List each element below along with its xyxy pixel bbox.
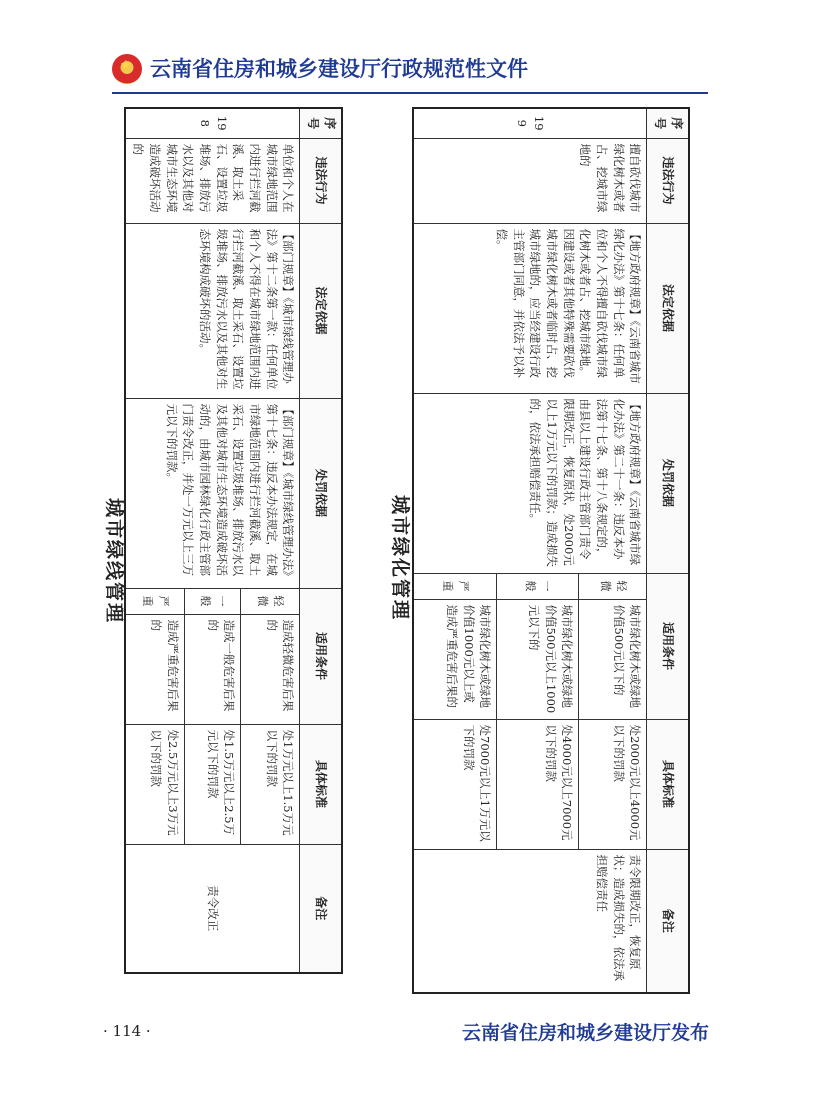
condition-severe: 造成严重危害后果的 <box>126 614 185 724</box>
col-header-seq: 序号 <box>647 108 689 138</box>
section-title-green-line: 城市绿线管理 <box>103 498 125 625</box>
col-header-penalty: 处罚依据 <box>300 398 342 588</box>
table-greening-rotated <box>412 107 690 994</box>
penalty-table-green-line <box>125 107 344 974</box>
col-header-note: 备注 <box>300 844 342 973</box>
col-header-act: 违法行为 <box>647 138 689 223</box>
row-penalty-basis: 【部门规章】《城市绿线管理办法》第十七条：违反本办法规定，在城市绿地范围内进行拦河截溪、取土采石、设置垃圾堆场、排放污水以及其他对城市生态环境造成破坏活动的，由城市园林绿化行政主管部门责令改正，并处一万元以上三万元以下的罚款。 <box>126 398 300 588</box>
col-header-act: 违法行为 <box>300 138 342 223</box>
standard-severe: 处7000元以上1万元以下的罚款 <box>413 719 497 849</box>
row-penalty-basis: 【地方政府规章】《云南省城市绿化办法》第二十一条：违反本办法第十七条、第十八条规定的，由县以上建设行政主管部门责令限期改正，恢复原状，处2000元以上1万元以下的罚款；造成损失的，依法承担赔偿责任。 <box>413 393 647 573</box>
penalty-table-greening <box>412 107 690 994</box>
table-green-line-rotated <box>125 107 344 974</box>
national-emblem-icon <box>112 54 142 84</box>
condition-general: 造成一般危害后果的 <box>184 614 241 724</box>
table-row <box>241 108 300 973</box>
header-divider <box>112 92 708 94</box>
col-header-standard: 具体标准 <box>300 724 342 844</box>
standard-minor: 处1万元以上1.5万元以下的罚款 <box>241 724 300 844</box>
row-seq: 198 <box>126 108 300 138</box>
section-title-greening: 城市绿化管理 <box>389 495 411 622</box>
standard-minor: 处2000元以上4000元以下的罚款 <box>579 719 647 849</box>
col-header-standard: 具体标准 <box>647 719 689 849</box>
level-severe: 严重 <box>413 573 497 599</box>
footer-publisher: 云南省住房和城乡建设厅发布 <box>462 1022 710 1044</box>
condition-minor: 城市绿化树木或绿地价值500元以下的 <box>579 599 647 719</box>
col-header-penalty: 处罚依据 <box>647 393 689 573</box>
row-legal-basis: 【部门规章】《城市绿线管理办法》第十二条第一款：任何单位和个人不得在城市绿地范围内进行拦河截溪、取土采石、设置垃圾堆场、排放污水以及其他对生态环境构成破坏的活动。 <box>126 223 300 398</box>
level-severe: 严重 <box>126 588 185 614</box>
row-legal-basis: 【地方政府规章】《云南省城市绿化办法》第十七条：任何单位和个人不得擅自砍伐城市绿化树木或者占、挖城市绿地。因建设或者其他特殊需要砍伐城市绿化树木或者临时占、挖城市绿地的，应当经建设行政主管部门同意，并依法予以补偿。 <box>413 223 647 393</box>
row-act: 单位和个人在城市绿地范围内进行拦河截溪、取土采石、设置垃圾堆场、排放污水以及其他对城市生态环境造成破坏活动的 <box>126 138 300 223</box>
level-general: 一般 <box>184 588 241 614</box>
table-row <box>579 108 647 993</box>
page-number: · 114 · <box>103 1022 151 1040</box>
row-seq: 199 <box>413 108 647 138</box>
condition-general: 城市绿化树木或绿地价值500元以上1000元以下的 <box>497 599 579 719</box>
standard-general: 处1.5万元以上2.5万元以下的罚款 <box>184 724 241 844</box>
document-header <box>112 50 712 96</box>
row-note: 责令改正 <box>126 844 300 973</box>
row-act: 擅自砍伐城市绿化树木或者占、挖城市绿地的 <box>413 138 647 223</box>
level-minor: 轻微 <box>579 573 647 599</box>
condition-minor: 造成轻微危害后果的 <box>241 614 300 724</box>
col-header-seq: 序号 <box>300 108 342 138</box>
col-header-condition: 适用条件 <box>647 573 689 719</box>
col-header-legal: 法定依据 <box>300 223 342 398</box>
standard-severe: 处2.5万元以上3万元以下的罚款 <box>126 724 185 844</box>
standard-general: 处4000元以上7000元以下的罚款 <box>497 719 579 849</box>
level-minor: 轻微 <box>241 588 300 614</box>
col-header-note: 备注 <box>647 849 689 993</box>
condition-severe: 城市绿化树木或绿地价值1000元以上或造成严重危害后果的 <box>413 599 497 719</box>
col-header-condition: 适用条件 <box>300 588 342 724</box>
level-general: 一般 <box>497 573 579 599</box>
col-header-legal: 法定依据 <box>647 223 689 393</box>
row-note: 责令限期改正，恢复原状；造成损失的，依法承担赔偿责任 <box>413 849 647 993</box>
header-title: 云南省住房和城乡建设厅行政规范性文件 <box>150 57 528 81</box>
